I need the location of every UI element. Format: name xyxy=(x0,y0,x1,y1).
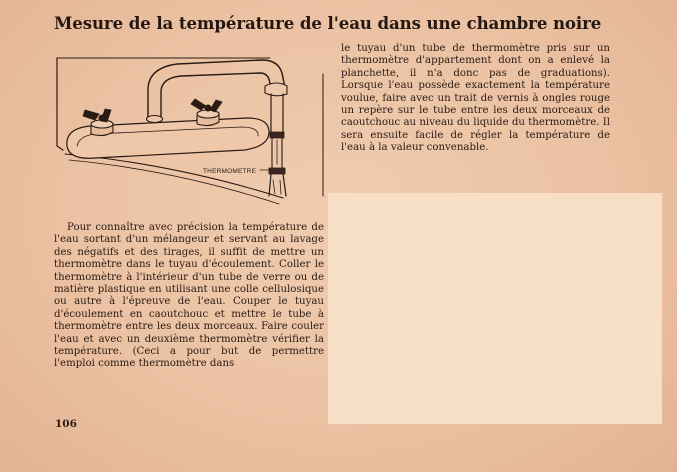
right-column-text: le tuyau d'un tube de thermomètre pris sur un thermomètre d'appartement dont on a enlevé la planchette, il n'a donc pas de graduations). Lorsque l'eau possède exactement la température voulue, faire avec un trait de vernis à ongles rouge un repère sur le tube entre les deux morceaux de caoutchouc au niveau du liquide du thermomètre. Il sera ensuite facile de régler la température de l'eau à la valeur convenable. xyxy=(341,43,610,154)
faucet-thermometer-drawing xyxy=(55,46,330,206)
page-title: Mesure de la température de l'eau dans une chambre noire xyxy=(54,13,602,33)
left-column-text: Pour connaître avec précision la température de l'eau sortant d'un mélangeur et servant au lavage des négatifs et des tirages, il suffit de mettre un thermomètre dans le tuyau d'écoulement. Coller le thermomètre à l'intérieur d'un tube de verre ou de matière plastique en utilisant une colle cellulosique ou autre à l'épreuve de l'eau. Couper le tuyau d'écoulement en caoutchouc et mettre le tube à thermomètre entre les deux morceaux. Faire couler l'eau et avec un deuxième thermomètre vérifier la température. (Ceci a pour but de permettre l'emploi comme thermomètre dans xyxy=(54,222,324,370)
faucet-thermometer-illustration xyxy=(55,46,330,206)
blank-panel xyxy=(328,193,662,424)
thermometer-label: THERMOMETRE xyxy=(203,168,257,175)
page-number: 106 xyxy=(55,418,77,430)
